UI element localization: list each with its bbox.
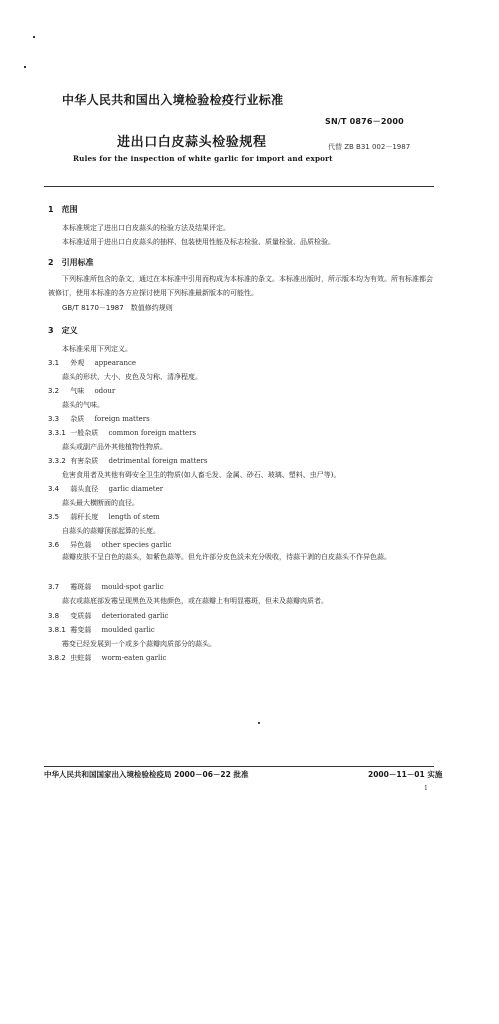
replaces-standard: 代替 ZB B31 002－1987 <box>328 143 411 151</box>
implementation-date: 2000－11－01 实施 <box>368 770 443 779</box>
clause-number: 3.3 <box>48 415 60 423</box>
term-english: odour <box>94 387 116 395</box>
term: 杂质 <box>70 415 85 423</box>
term-english: moulded garlic <box>101 626 155 634</box>
section-1-para-1: 本标准规定了进出口白皮蒜头的检验方法及结果评定。 <box>62 224 230 232</box>
term-english: other species garlic <box>101 541 172 549</box>
definition-3-8-1-term <box>48 625 155 635</box>
definition-3-1-term <box>48 358 136 368</box>
clause-number: 3.5 <box>48 513 60 521</box>
header-rule <box>44 186 434 187</box>
definition-3-2-term <box>48 386 115 396</box>
term-english: deteriorated garlic <box>101 612 169 620</box>
term: 异色蒜 <box>70 541 92 549</box>
definition-3-3-2-text: 危害食用者及其他有碍安全卫生的物质(如人畜毛发、金属、砂石、玻璃、塑料、虫尸等)。 <box>62 471 341 479</box>
page-number: 1 <box>424 785 428 792</box>
term-english: appearance <box>94 359 137 367</box>
definition-3-3-2-term <box>48 456 208 466</box>
term: 变质蒜 <box>70 612 92 620</box>
clause-number: 3.8.2 <box>48 654 66 662</box>
scan-speck <box>24 66 26 68</box>
definition-3-4-text: 蒜头最大横断面的直径。 <box>62 499 139 507</box>
section-1-heading: 1 范围 <box>48 205 78 214</box>
term-english: worm-eaten garlic <box>101 654 167 662</box>
section-1-para-2: 本标准适用于进出口白皮蒜头的抽样、包装使用性能及标志检验、质量检验、品质检验。 <box>62 238 335 246</box>
section-2-para-2: GB/T 8170－1987 数值修约规则 <box>62 304 173 312</box>
english-title: Rules for the inspection of white garlic for import and export <box>73 154 333 163</box>
term: 外观 <box>70 359 85 367</box>
clause-number: 3.7 <box>48 583 60 591</box>
definition-3-6-term <box>48 540 171 550</box>
term-english: detrimental foreign matters <box>108 457 208 465</box>
definition-3-3-1-text: 蒜头或副产品外其他植物性物质。 <box>62 443 167 451</box>
definition-3-8-2-term <box>48 653 166 663</box>
definition-3-4-term <box>48 484 163 494</box>
document-title: 进出口白皮蒜头检验规程 <box>117 135 267 150</box>
section-2-para-1: 下列标准所包含的条文，通过在本标准中引用而构成为本标准的条文。本标准出版时，所示版本均为有效。所有标准都会被修订，使用本标准的各方应探讨使用下列标准最新版本的可能性。 <box>48 275 433 297</box>
definition-3-5-text: 自蒜头的蒜瓣顶部起算的长度。 <box>62 527 160 535</box>
clause-number: 3.8.1 <box>48 626 66 634</box>
scan-speck <box>258 722 260 724</box>
definition-3-7-text: 蒜衣或蒜底部发霉呈现黑色及其他颜色，或在蒜瓣上有明显霉斑，但未及蒜瓣肉质者。 <box>62 597 328 605</box>
definition-3-8-term <box>48 611 168 621</box>
clause-number: 3.3.1 <box>48 429 66 437</box>
scan-speck <box>33 36 35 38</box>
term-english: foreign matters <box>94 415 150 423</box>
section-3-intro: 本标准采用下列定义。 <box>62 345 132 353</box>
approval-line: 中华人民共和国国家出入境检验检疫局 2000－06－22 批准 <box>44 770 249 779</box>
section-3-heading: 3 定义 <box>48 326 78 335</box>
term: 蒜秆长度 <box>70 513 99 521</box>
term-english: common foreign matters <box>108 429 197 437</box>
definition-3-3-1-term <box>48 428 196 438</box>
definition-3-2-text: 蒜头的气味。 <box>62 401 104 409</box>
term-english: length of stem <box>108 513 160 521</box>
standard-number: SN/T 0876－2000 <box>325 117 404 126</box>
term: 一般杂质 <box>70 429 99 437</box>
term-english: garlic diameter <box>108 485 164 493</box>
issuing-authority: 中华人民共和国出入境检验检疫行业标准 <box>62 93 284 107</box>
clause-number: 3.3.2 <box>48 457 66 465</box>
clause-number: 3.2 <box>48 387 60 395</box>
clause-number: 3.6 <box>48 541 60 549</box>
definition-3-8-1-text: 霉变已经发展到一个或多个蒜瓣肉质部分的蒜头。 <box>62 640 216 648</box>
clause-number: 3.8 <box>48 612 60 620</box>
definition-3-5-term <box>48 512 160 522</box>
term: 霉变蒜 <box>70 626 92 634</box>
definition-3-1-text: 蒜头的形状、大小、皮色及匀称、清净程度。 <box>62 373 202 381</box>
term: 蒜头直径 <box>70 485 99 493</box>
footer-rule <box>44 766 434 767</box>
clause-number: 3.4 <box>48 485 60 493</box>
term: 霉斑蒜 <box>70 583 92 591</box>
term: 虫蛀蒜 <box>70 654 92 662</box>
term: 气味 <box>70 387 85 395</box>
definition-3-7-term <box>48 582 164 592</box>
term-english: mould-spot garlic <box>101 583 164 591</box>
clause-number: 3.1 <box>48 359 60 367</box>
term: 有害杂质 <box>70 457 99 465</box>
definition-3-6-text: 蒜瓣皮肤不呈白色的蒜头，如紫色蒜等。但允许部分皮色淡未充分吸收，待蒜干剥的白皮蒜头不作异色蒜。 <box>62 553 391 561</box>
section-2-heading: 2 引用标准 <box>48 258 94 267</box>
definition-3-3-term <box>48 414 150 424</box>
